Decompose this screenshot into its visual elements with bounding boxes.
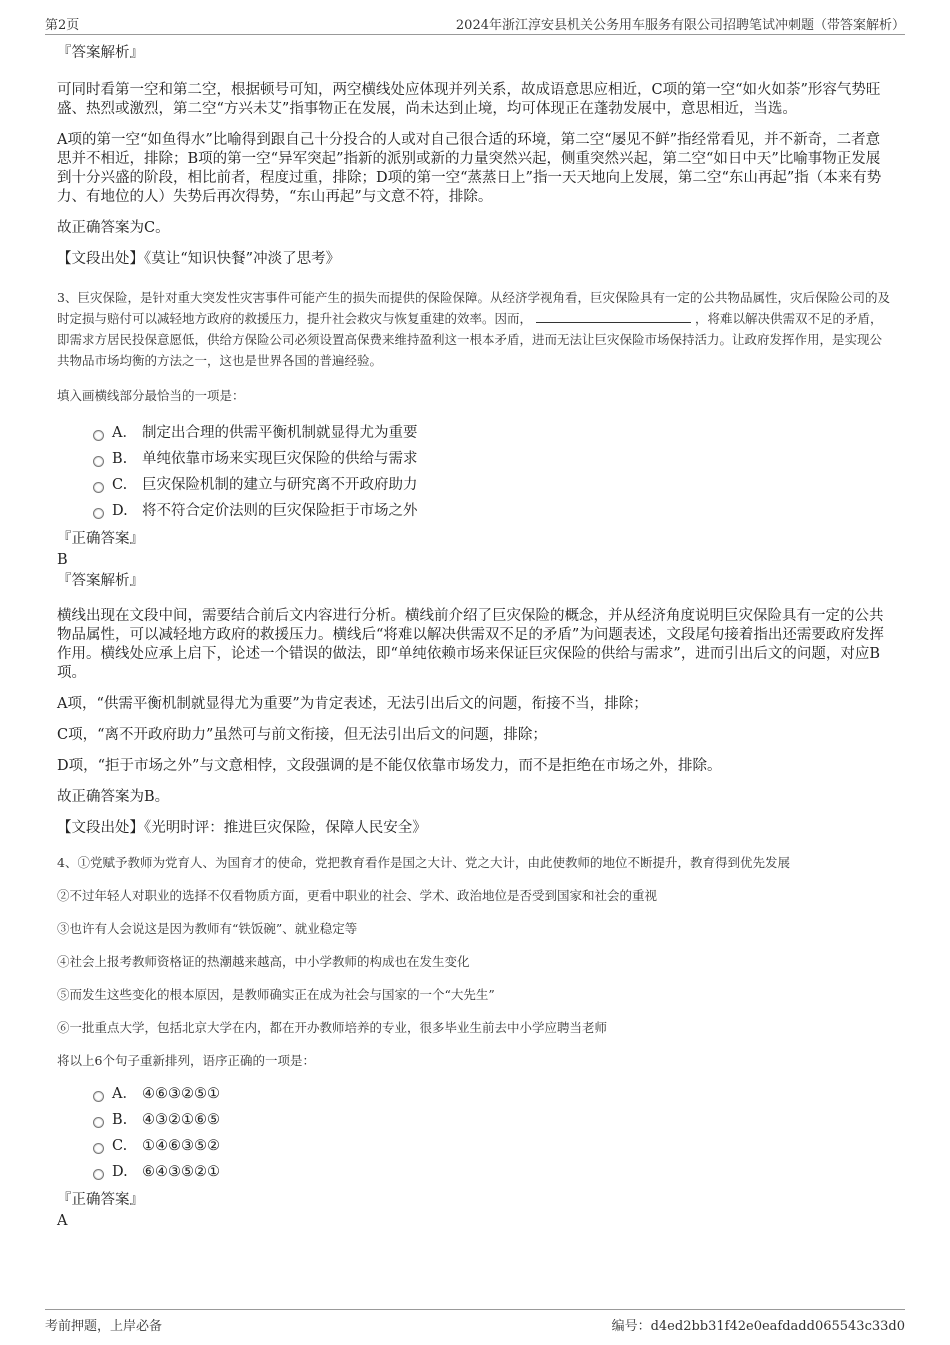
q3-options: [93, 420, 893, 524]
option-letter: B.: [112, 451, 128, 467]
radio-icon[interactable]: [93, 430, 104, 441]
q4-answer: A: [57, 1213, 68, 1229]
option-letter: A．: [112, 1086, 137, 1102]
radio-icon[interactable]: [93, 1117, 104, 1128]
q4-sentence-3: ③也许有人会说这是因为教师有“铁饭碗”、就业稳定等: [57, 921, 358, 936]
q2-source: 【文段出处】《莫让“知识快餐”冲淡了思考》: [57, 251, 341, 267]
option-text: 巨灾保险机制的建立与研究离不开政府助力: [142, 477, 418, 493]
q4-options: [93, 1081, 893, 1185]
q3-analysis-p2: A项，“供需平衡机制就显得尤为重要”为肯定表述，无法引出后文的问题，衔接不当，排除；: [57, 696, 648, 712]
option-text: 将不符合定价法则的巨灾保险拒于市场之外: [142, 503, 418, 519]
option-text: 制定出合理的供需平衡机制就显得尤为重要: [142, 425, 418, 441]
q4-sentence-4: ④社会上报考教师资格证的热潮越来越高，中小学教师的构成也在发生变化: [57, 954, 470, 969]
q3-analysis-label: 『答案解析』: [57, 573, 144, 589]
q4-answer-label: 『正确答案』: [57, 1192, 144, 1208]
q2-conclusion: 故正确答案为C。: [57, 220, 170, 236]
q3-option-d[interactable]: [93, 498, 893, 524]
q4-option-b[interactable]: [93, 1107, 893, 1133]
q3-option-b[interactable]: [93, 446, 893, 472]
q4-sentence-1: 4、①党赋予教师为党育人、为国育才的使命，党把教育看作是国之大计、党之大计，由此使教师的地位不断提升，教育得到优先发展: [57, 855, 790, 870]
q2-analysis-label: 『答案解析』: [57, 45, 144, 61]
q3-conclusion: 故正确答案为B。: [57, 789, 170, 805]
q2-analysis-p1: 可同时看第一空和第二空，根据顿号可知，两空横线处应体现并列关系，故成语意思应相近，C项的第一空“如火如荼”形容气势旺盛、热烈或激烈，第二空“方兴未艾”指事物正在发展，尚未达到止境，均可体现正在蓬勃发展中，意思相近，当选。: [57, 82, 881, 117]
option-letter: D.: [112, 503, 128, 519]
option-letter: B.: [112, 1112, 128, 1128]
page-footer: [45, 1309, 905, 1336]
q3-analysis-p1: 横线出现在文段中间，需要结合前后文内容进行分析。横线前介绍了巨灾保险的概念，并从经济角度说明巨灾保险具有一定的公共物品属性，可以减轻地方政府的救援压力。横线后“将难以解决供需双不足的矛盾”为问题表述，文段尾句接着指出还需要政府发挥作用。横线处应承上启下，论述一个错误的做法，即“单纯依赖市场来保证巨灾保险的供给与需求”，进而引出后文的问题，对应B项。: [57, 608, 884, 681]
radio-icon[interactable]: [93, 508, 104, 519]
q3-stem-part2: ，将难以解决供需双不足的矛盾，即需求方居民投保意愿低，供给方保险公司必须设置高保费来维持盈利这一根本矛盾，进而无法让巨灾保险市场保持活力。让政府发挥作用，是实现公共物品市场均衡的方法之一，这也是世界各国的普遍经验。: [57, 311, 883, 368]
page-header: [45, 14, 905, 35]
q3-option-c[interactable]: [93, 472, 893, 498]
option-text: ①④⑥③⑤②: [142, 1138, 220, 1154]
radio-icon[interactable]: [93, 1091, 104, 1102]
q3-stem: [57, 287, 893, 371]
q3-prompt: 填入画横线部分最恰当的一项是：: [57, 388, 245, 403]
footer-code: 编号：d4ed2bb31f42e0eafdadd065543c33d0: [611, 1319, 905, 1334]
q3-answer-label: 『正确答案』: [57, 531, 144, 547]
q3-answer: B: [57, 552, 68, 568]
document-body: [57, 44, 893, 1233]
option-letter: C.: [112, 1138, 128, 1154]
q4-sentence-6: ⑥一批重点大学，包括北京大学在内，都在开办教师培养的专业，很多毕业生前去中小学应聘当老师: [57, 1020, 608, 1035]
radio-icon[interactable]: [93, 456, 104, 467]
q4-sentence-2: ②不过年轻人对职业的选择不仅看物质方面，更看中职业的社会、学术、政治地位是否受到国家和社会的重视: [57, 888, 658, 903]
option-text: ⑥④③⑤②①: [142, 1164, 220, 1180]
radio-icon[interactable]: [93, 1143, 104, 1154]
option-text: 单纯依靠市场来实现巨灾保险的供给与需求: [142, 451, 418, 467]
q4-option-a[interactable]: [93, 1081, 893, 1107]
radio-icon[interactable]: [93, 482, 104, 493]
q4-option-c[interactable]: [93, 1133, 893, 1159]
q3-source: 【文段出处】《光明时评：推进巨灾保险，保障人民安全》: [57, 820, 427, 836]
q4-prompt: 将以上6个句子重新排列，语序正确的一项是：: [57, 1053, 315, 1068]
q2-analysis-p2: A项的第一空“如鱼得水”比喻得到跟自己十分投合的人或对自己很合适的环境，第二空“屡见不鲜”指经常看见，并不新奇，二者意思并不相近，排除；B项的第一空“异军突起”指新的派别或新的力量突然兴起，侧重突然兴起，第二空“如日中天”比喻事物正发展到十分兴盛的阶段，相比前者，程度过重，排除；D项的第一空“蒸蒸日上”指一天天地向上发展，第二空“东山再起”指（本来有势力、有地位的人）失势后再次得势，“东山再起”与文意不符，排除。: [57, 132, 882, 205]
option-letter: A．: [112, 425, 137, 441]
footer-slogan: 考前押题，上岸必备: [45, 1319, 163, 1334]
q3-option-a[interactable]: [93, 420, 893, 446]
document-title: 2024年浙江淳安县机关公务用车服务有限公司招聘笔试冲刺题（带答案解析）: [455, 18, 905, 33]
q3-analysis-p3: C项，“离不开政府助力”虽然可与前文衔接，但无法引出后文的问题，排除；: [57, 727, 547, 743]
page-number: 第2页: [45, 18, 80, 33]
option-letter: C.: [112, 477, 128, 493]
option-text: ④③②①⑥⑤: [142, 1112, 220, 1128]
option-text: ④⑥③②⑤①: [142, 1086, 220, 1102]
q3-analysis-p4: D项，“拒于市场之外”与文意相悖，文段强调的是不能仅依靠市场发力，而不是拒绝在市场之外，排除。: [57, 758, 722, 774]
q4-option-d[interactable]: [93, 1159, 893, 1185]
radio-icon[interactable]: [93, 1169, 104, 1180]
q3-blank: [536, 310, 691, 323]
q4-sentence-5: ⑤而发生这些变化的根本原因，是教师确实正在成为社会与国家的一个“大先生”: [57, 987, 495, 1002]
q3-stem-part1: 3、巨灾保险，是针对重大突发性灾害事件可能产生的损失而提供的保险保障。从经济学视角看，巨灾保险具有一定的公共物品属性，灾后保险公司的及时定损与赔付可以减轻地方政府的救援压力，提升社会救灾与恢复重建的效率。因而，: [57, 290, 890, 326]
option-letter: D.: [112, 1164, 128, 1180]
